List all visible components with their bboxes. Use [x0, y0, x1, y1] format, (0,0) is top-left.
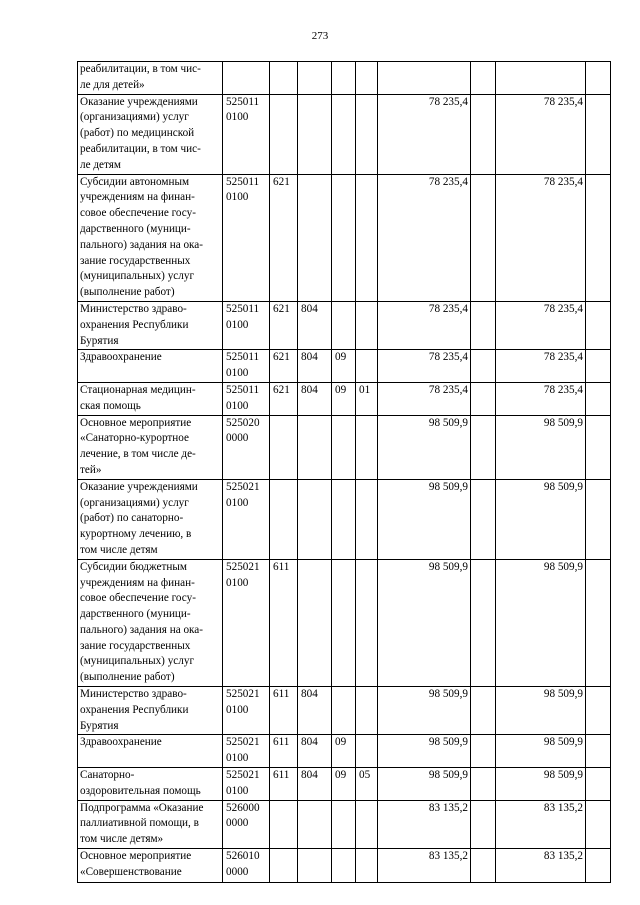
expense-type-code-cell: 611 [270, 687, 298, 735]
ministry-code-cell: 804 [298, 350, 332, 383]
empty-cell [586, 735, 611, 768]
amount-cell: 78 235,4 [378, 350, 471, 383]
table-row [78, 479, 611, 559]
table-row [78, 94, 611, 174]
target-article-code-cell: 525011 0100 [223, 301, 270, 349]
empty-cell [586, 301, 611, 349]
section-code-cell [332, 62, 356, 95]
section-code-cell [332, 479, 356, 559]
table-row [78, 849, 611, 883]
target-article-code-cell: 526000 0000 [223, 800, 270, 848]
empty-cell [471, 800, 496, 848]
empty-cell [586, 415, 611, 479]
ministry-code-cell: 804 [298, 735, 332, 768]
name-cell: Здравоохранение [78, 350, 223, 383]
empty-cell [471, 479, 496, 559]
ministry-code-cell: 804 [298, 382, 332, 415]
empty-cell [586, 62, 611, 95]
expense-type-code-cell: 621 [270, 382, 298, 415]
name-cell: Основное мероприятие «Совершенствование [78, 849, 223, 883]
name-cell: Санаторно- оздоровительная помощь [78, 768, 223, 801]
empty-cell [471, 735, 496, 768]
expense-type-code-cell [270, 415, 298, 479]
name-cell: Стационарная медицин- ская помощь [78, 382, 223, 415]
name-cell: Министерство здраво- охранения Республики Бурятия [78, 301, 223, 349]
empty-cell [471, 415, 496, 479]
budget-table [77, 61, 611, 883]
amount-total-cell: 98 509,9 [496, 415, 586, 479]
subsection-code-cell: 01 [356, 382, 378, 415]
target-article-code-cell: 525020 0000 [223, 415, 270, 479]
target-article-code-cell: 525011 0100 [223, 174, 270, 301]
amount-total-cell: 78 235,4 [496, 301, 586, 349]
section-code-cell [332, 174, 356, 301]
amount-total-cell: 98 509,9 [496, 687, 586, 735]
amount-total-cell: 78 235,4 [496, 382, 586, 415]
amount-total-cell: 98 509,9 [496, 768, 586, 801]
amount-total-cell: 98 509,9 [496, 479, 586, 559]
amount-total-cell: 78 235,4 [496, 174, 586, 301]
amount-total-cell: 83 135,2 [496, 800, 586, 848]
ministry-code-cell: 804 [298, 687, 332, 735]
empty-cell [586, 800, 611, 848]
subsection-code-cell [356, 479, 378, 559]
expense-type-code-cell: 611 [270, 768, 298, 801]
ministry-code-cell [298, 800, 332, 848]
subsection-code-cell [356, 800, 378, 848]
expense-type-code-cell [270, 849, 298, 883]
subsection-code-cell [356, 849, 378, 883]
target-article-code-cell: 525011 0100 [223, 94, 270, 174]
section-code-cell [332, 800, 356, 848]
amount-total-cell: 98 509,9 [496, 559, 586, 686]
section-code-cell [332, 415, 356, 479]
name-cell: Подпрограмма «Оказание паллиативной помощи, в том числе детям» [78, 800, 223, 848]
ministry-code-cell: 804 [298, 768, 332, 801]
page-number: 273 [311, 30, 329, 42]
name-cell: Субсидии автономным учреждениям на финан- совое обеспечение госу- дарственного (муници- пального) задания на ока- зание государственных (муниципальных) услуг (выполнение работ) [78, 174, 223, 301]
empty-cell [471, 174, 496, 301]
amount-total-cell: 98 509,9 [496, 735, 586, 768]
amount-cell: 78 235,4 [378, 382, 471, 415]
table-row [78, 559, 611, 686]
ministry-code-cell [298, 415, 332, 479]
expense-type-code-cell: 621 [270, 174, 298, 301]
subsection-code-cell [356, 350, 378, 383]
section-code-cell [332, 849, 356, 883]
table-row [78, 174, 611, 301]
expense-type-code-cell [270, 479, 298, 559]
ministry-code-cell [298, 62, 332, 95]
ministry-code-cell [298, 479, 332, 559]
expense-type-code-cell [270, 94, 298, 174]
section-code-cell [332, 301, 356, 349]
amount-cell: 83 135,2 [378, 800, 471, 848]
section-code-cell [332, 94, 356, 174]
amount-cell: 98 509,9 [378, 415, 471, 479]
amount-cell: 78 235,4 [378, 94, 471, 174]
amount-cell: 98 509,9 [378, 768, 471, 801]
subsection-code-cell [356, 735, 378, 768]
target-article-code-cell [223, 62, 270, 95]
amount-cell: 78 235,4 [378, 301, 471, 349]
subsection-code-cell [356, 301, 378, 349]
empty-cell [471, 687, 496, 735]
empty-cell [586, 849, 611, 883]
section-code-cell: 09 [332, 735, 356, 768]
empty-cell [471, 94, 496, 174]
subsection-code-cell [356, 94, 378, 174]
subsection-code-cell [356, 559, 378, 686]
empty-cell [586, 687, 611, 735]
amount-cell: 98 509,9 [378, 735, 471, 768]
table-row [78, 301, 611, 349]
section-code-cell [332, 687, 356, 735]
expense-type-code-cell: 611 [270, 735, 298, 768]
expense-type-code-cell: 621 [270, 301, 298, 349]
amount-total-cell [496, 62, 586, 95]
empty-cell [586, 174, 611, 301]
amount-cell: 98 509,9 [378, 559, 471, 686]
table-row [78, 687, 611, 735]
name-cell: Министерство здраво- охранения Республики Бурятия [78, 687, 223, 735]
empty-cell [586, 382, 611, 415]
name-cell: Оказание учреждениями (организациями) услуг (работ) по санаторно- курортному лечению, в том числе детям [78, 479, 223, 559]
ministry-code-cell [298, 849, 332, 883]
empty-cell [471, 849, 496, 883]
empty-cell [586, 768, 611, 801]
table-row [78, 350, 611, 383]
target-article-code-cell: 525021 0100 [223, 559, 270, 686]
name-cell: Субсидии бюджетным учреждениям на финан- совое обеспечение госу- дарственного (муници- пального) задания на ока- зание государственных (муниципальных) услуг (выполнение работ) [78, 559, 223, 686]
target-article-code-cell: 525021 0100 [223, 735, 270, 768]
name-cell: Здравоохранение [78, 735, 223, 768]
table-row [78, 735, 611, 768]
name-cell: Оказание учреждениями (организациями) услуг (работ) по медицинской реабилитации, в том чис- ле детям [78, 94, 223, 174]
empty-cell [471, 382, 496, 415]
target-article-code-cell: 525011 0100 [223, 382, 270, 415]
target-article-code-cell: 525021 0100 [223, 479, 270, 559]
table-row [78, 62, 611, 95]
target-article-code-cell: 525021 0100 [223, 687, 270, 735]
amount-total-cell: 83 135,2 [496, 849, 586, 883]
section-code-cell: 09 [332, 382, 356, 415]
name-cell: реабилитации, в том чис- ле для детей» [78, 62, 223, 95]
subsection-code-cell [356, 687, 378, 735]
amount-total-cell: 78 235,4 [496, 94, 586, 174]
amount-cell [378, 62, 471, 95]
target-article-code-cell: 525011 0100 [223, 350, 270, 383]
table-row [78, 800, 611, 848]
subsection-code-cell: 05 [356, 768, 378, 801]
table-row [78, 415, 611, 479]
ministry-code-cell [298, 559, 332, 686]
empty-cell [471, 301, 496, 349]
empty-cell [586, 479, 611, 559]
section-code-cell: 09 [332, 350, 356, 383]
amount-cell: 98 509,9 [378, 479, 471, 559]
expense-type-code-cell [270, 62, 298, 95]
section-code-cell [332, 559, 356, 686]
amount-cell: 98 509,9 [378, 687, 471, 735]
ministry-code-cell [298, 174, 332, 301]
subsection-code-cell [356, 415, 378, 479]
table-row [78, 768, 611, 801]
expense-type-code-cell: 621 [270, 350, 298, 383]
table-body [78, 62, 611, 883]
ministry-code-cell: 804 [298, 301, 332, 349]
name-cell: Основное мероприятие «Санаторно-курортное лечение, в том числе де- тей» [78, 415, 223, 479]
ministry-code-cell [298, 94, 332, 174]
empty-cell [471, 559, 496, 686]
empty-cell [471, 350, 496, 383]
expense-type-code-cell [270, 800, 298, 848]
expense-type-code-cell: 611 [270, 559, 298, 686]
empty-cell [586, 559, 611, 686]
subsection-code-cell [356, 62, 378, 95]
amount-total-cell: 78 235,4 [496, 350, 586, 383]
table-row [78, 382, 611, 415]
empty-cell [586, 350, 611, 383]
empty-cell [471, 62, 496, 95]
amount-cell: 78 235,4 [378, 174, 471, 301]
section-code-cell: 09 [332, 768, 356, 801]
subsection-code-cell [356, 174, 378, 301]
empty-cell [471, 768, 496, 801]
target-article-code-cell: 526010 0000 [223, 849, 270, 883]
empty-cell [586, 94, 611, 174]
amount-cell: 83 135,2 [378, 849, 471, 883]
target-article-code-cell: 525021 0100 [223, 768, 270, 801]
